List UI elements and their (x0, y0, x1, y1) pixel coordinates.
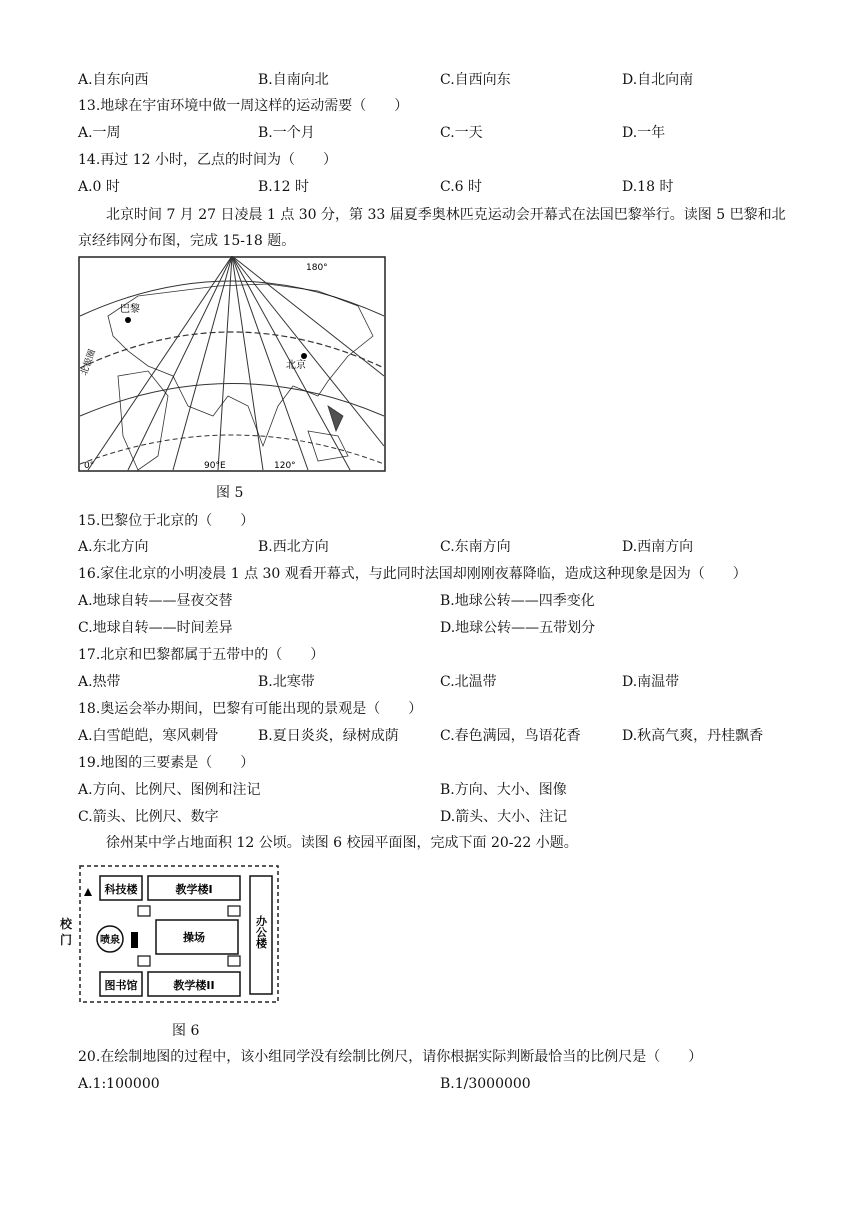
q19-option-d: D.箭头、大小、注记 (440, 809, 568, 825)
q19-option-a: A.方向、比例尺、图例和注记 (78, 782, 261, 798)
intro-paragraph-fig5: 北京时间 7 月 27 日凌晨 1 点 30 分，第 33 届夏季奥林匹克运动会开幕式在法国巴黎举行。读图 5 巴黎和北京经纬网分布图，完成 15-18 题。 (78, 207, 786, 249)
q12-option-c: C.自西向东 (440, 72, 511, 88)
fountain-label: 喷泉 (100, 935, 120, 946)
figure-5-caption: 图 5 (216, 485, 244, 501)
q13-option-c: C.一天 (440, 125, 483, 141)
q17-option-c: C.北温带 (440, 674, 497, 690)
q17-stem: 17.北京和巴黎都属于五带中的（ ） (78, 647, 325, 663)
q15-option-d: D.西南方向 (622, 539, 694, 555)
figure-6-campus-plan (76, 862, 282, 1010)
north-arrow-icon (84, 888, 92, 896)
q16-option-b: B.地球公转——四季变化 (440, 593, 595, 609)
teaching-building-1-label: 教学楼I (175, 883, 213, 896)
lon-0-label: 0° (84, 461, 95, 471)
office-building-label: 办公楼 (254, 915, 268, 949)
q15-option-a: A.东北方向 (78, 539, 149, 555)
q12-option-d: D.自北向南 (622, 72, 694, 88)
lon-90-label: 90°E (204, 461, 226, 471)
q20-stem: 20.在绘制地图的过程中，该小组同学没有绘制比例尺，请你根据实际判断最恰当的比例尺是（ ） (78, 1049, 703, 1065)
q16-option-d: D.地球公转——五带划分 (440, 620, 596, 636)
lon-180-label: 180° (306, 263, 328, 273)
beijing-label: 北京 (286, 360, 306, 371)
q14-stem: 14.再过 12 小时，乙点的时间为（ ） (78, 152, 337, 168)
q16-option-a: A.地球自转——昼夜交替 (78, 593, 233, 609)
q14-option-d: D.18 时 (622, 179, 674, 195)
q15-stem: 15.巴黎位于北京的（ ） (78, 513, 255, 529)
q13-stem: 13.地球在宇宙环境中做一周这样的运动需要（ ） (78, 98, 409, 114)
q13-option-d: D.一年 (622, 125, 666, 141)
arctic-circle-label: 北极圈 (79, 348, 99, 378)
q16-option-c: C.地球自转——时间差异 (78, 620, 233, 636)
q19-stem: 19.地图的三要素是（ ） (78, 755, 255, 771)
lon-120-label: 120° (274, 461, 296, 471)
q15-option-c: C.东南方向 (440, 539, 511, 555)
library-label: 图书馆 (104, 979, 138, 992)
q14-option-b: B.12 时 (258, 179, 310, 195)
q13-option-a: A.一周 (78, 125, 121, 141)
q19-option-b: B.方向、大小、图像 (440, 782, 567, 798)
q18-option-c: C.春色满园，鸟语花香 (440, 728, 581, 744)
q14-option-c: C.6 时 (440, 179, 483, 195)
paris-marker (125, 317, 131, 323)
q15-option-b: B.西北方向 (258, 539, 329, 555)
q18-option-d: D.秋高气爽，丹桂飘香 (622, 728, 764, 744)
q18-option-b: B.夏日炎炎，绿树成荫 (258, 728, 399, 744)
figure-6-caption: 图 6 (172, 1023, 200, 1039)
q12-option-b: B.自南向北 (258, 72, 329, 88)
school-gate-label: 校门 (60, 917, 73, 947)
q17-option-d: D.南温带 (622, 674, 680, 690)
q17-option-b: B.北寒带 (258, 674, 315, 690)
q16-stem: 16.家住北京的小明凌晨 1 点 30 观看开幕式，与此同时法国却刚刚夜幕降临，造成这种现象是因为（ ） (78, 566, 747, 582)
tech-building-label: 科技楼 (104, 883, 138, 896)
q20-option-b: B.1/3000000 (440, 1076, 531, 1092)
q17-option-a: A.热带 (78, 674, 121, 690)
q18-option-a: A.白雪皑皑，寒风刺骨 (78, 728, 219, 744)
q12-option-a: A.自东向西 (78, 72, 149, 88)
q20-option-a: A.1:100000 (78, 1076, 160, 1092)
figure-5-map (78, 256, 386, 476)
teaching-building-2-label: 教学楼II (173, 979, 215, 992)
playground-label: 操场 (183, 931, 205, 944)
intro-paragraph-fig6: 徐州某中学占地面积 12 公顷。读图 6 校园平面图，完成下面 20-22 小题。 (106, 835, 578, 851)
q19-option-c: C.箭头、比例尺、数字 (78, 809, 219, 825)
q13-option-b: B.一个月 (258, 125, 315, 141)
q14-option-a: A.0 时 (78, 179, 120, 195)
beijing-marker (301, 353, 307, 359)
paris-label: 巴黎 (120, 304, 140, 315)
q18-stem: 18.奥运会举办期间，巴黎有可能出现的景观是（ ） (78, 701, 423, 717)
